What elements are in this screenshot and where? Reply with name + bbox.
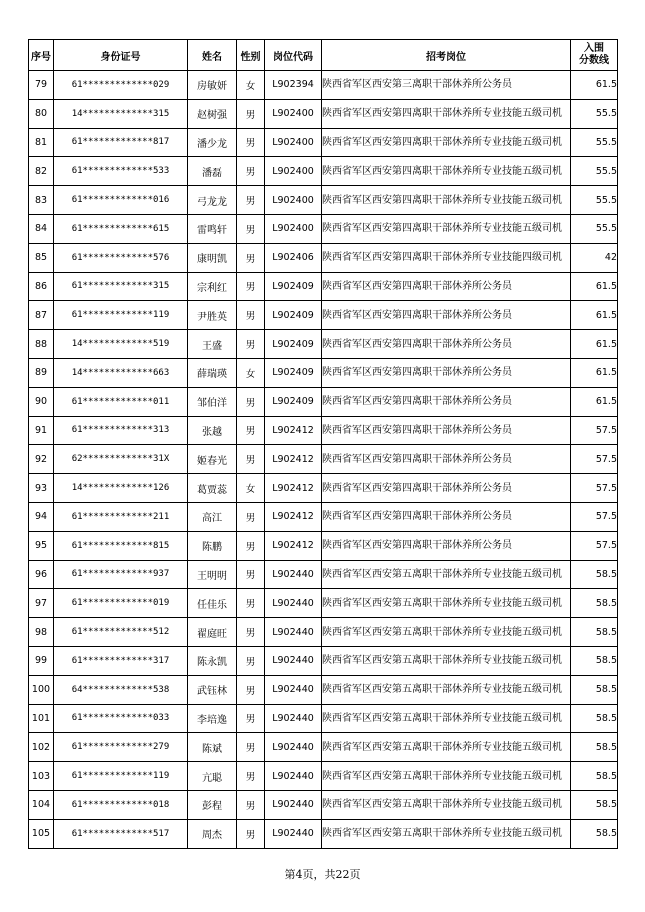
cell-name: 高江 <box>188 502 237 531</box>
cell-score-line: 58.5 <box>571 589 618 618</box>
cell-seq: 100 <box>29 675 54 704</box>
cell-id-number: 14*************663 <box>54 358 188 387</box>
cell-name: 任佳乐 <box>188 589 237 618</box>
cell-position-code: L902409 <box>265 272 322 301</box>
cell-gender: 女 <box>237 71 265 100</box>
cell-seq: 96 <box>29 560 54 589</box>
table-header-row <box>29 40 618 71</box>
cell-id-number: 64*************538 <box>54 675 188 704</box>
cell-position-code: L902409 <box>265 358 322 387</box>
cell-gender: 男 <box>237 819 265 848</box>
cell-id-number: 61*************576 <box>54 243 188 272</box>
cell-position: 陕西省军区西安第四离职干部休养所专业技能五级司机 <box>322 99 571 128</box>
cell-gender: 男 <box>237 560 265 589</box>
cell-position-code: L902412 <box>265 416 322 445</box>
cell-score-line: 61.5 <box>571 71 618 100</box>
cell-score-line: 55.5 <box>571 157 618 186</box>
header-id-number: 身份证号 <box>54 40 188 71</box>
cell-seq: 105 <box>29 819 54 848</box>
cell-gender: 男 <box>237 416 265 445</box>
cell-score-line: 58.5 <box>571 819 618 848</box>
cell-score-line: 61.5 <box>571 330 618 359</box>
cell-position: 陕西省军区西安第五离职干部休养所专业技能五级司机 <box>322 618 571 647</box>
table-row <box>29 301 618 330</box>
cell-gender: 男 <box>237 157 265 186</box>
table-row <box>29 416 618 445</box>
cell-id-number: 61*************937 <box>54 560 188 589</box>
table-row <box>29 531 618 560</box>
cell-name: 潘磊 <box>188 157 237 186</box>
cell-position: 陕西省军区西安第四离职干部休养所专业技能五级司机 <box>322 157 571 186</box>
cell-score-line: 57.5 <box>571 531 618 560</box>
cell-position: 陕西省军区西安第五离职干部休养所专业技能五级司机 <box>322 589 571 618</box>
cell-id-number: 62*************31X <box>54 445 188 474</box>
cell-score-line: 61.5 <box>571 387 618 416</box>
cell-seq: 79 <box>29 71 54 100</box>
cell-name: 葛贾蕊 <box>188 474 237 503</box>
cell-seq: 83 <box>29 186 54 215</box>
cell-id-number: 61*************817 <box>54 128 188 157</box>
cell-score-line: 58.5 <box>571 618 618 647</box>
cell-name: 康明凯 <box>188 243 237 272</box>
cell-seq: 91 <box>29 416 54 445</box>
cell-position-code: L902400 <box>265 186 322 215</box>
cell-position: 陕西省军区西安第四离职干部休养所公务员 <box>322 445 571 474</box>
cell-score-line: 55.5 <box>571 186 618 215</box>
cell-position: 陕西省军区西安第五离职干部休养所专业技能五级司机 <box>322 762 571 791</box>
cell-position-code: L902412 <box>265 445 322 474</box>
cell-id-number: 61*************019 <box>54 589 188 618</box>
cell-seq: 99 <box>29 646 54 675</box>
cell-seq: 97 <box>29 589 54 618</box>
cell-position: 陕西省军区西安第五离职干部休养所专业技能五级司机 <box>322 675 571 704</box>
cell-gender: 男 <box>237 733 265 762</box>
cell-position: 陕西省军区西安第四离职干部休养所公务员 <box>322 531 571 560</box>
cell-position: 陕西省军区西安第四离职干部休养所公务员 <box>322 272 571 301</box>
cell-gender: 男 <box>237 589 265 618</box>
cell-position-code: L902440 <box>265 790 322 819</box>
cell-id-number: 61*************313 <box>54 416 188 445</box>
cell-position-code: L902440 <box>265 560 322 589</box>
cell-id-number: 61*************315 <box>54 272 188 301</box>
header-score-line-1: 入围 <box>584 43 604 54</box>
cell-seq: 84 <box>29 214 54 243</box>
cell-position-code: L902409 <box>265 330 322 359</box>
cell-gender: 男 <box>237 99 265 128</box>
table-row <box>29 704 618 733</box>
cell-seq: 86 <box>29 272 54 301</box>
cell-name: 王明明 <box>188 560 237 589</box>
cell-position-code: L902409 <box>265 387 322 416</box>
cell-seq: 90 <box>29 387 54 416</box>
cell-position: 陕西省军区西安第四离职干部休养所专业技能五级司机 <box>322 186 571 215</box>
cell-position-code: L902440 <box>265 675 322 704</box>
header-gender: 性别 <box>237 40 265 71</box>
cell-seq: 102 <box>29 733 54 762</box>
cell-score-line: 61.5 <box>571 272 618 301</box>
cell-seq: 88 <box>29 330 54 359</box>
cell-id-number: 61*************815 <box>54 531 188 560</box>
table-row <box>29 733 618 762</box>
cell-id-number: 61*************016 <box>54 186 188 215</box>
cell-position: 陕西省军区西安第五离职干部休养所专业技能五级司机 <box>322 790 571 819</box>
cell-name: 房敏妍 <box>188 71 237 100</box>
cell-score-line: 57.5 <box>571 474 618 503</box>
cell-id-number: 61*************211 <box>54 502 188 531</box>
cell-name: 姬春光 <box>188 445 237 474</box>
cell-gender: 女 <box>237 474 265 503</box>
cell-name: 陈永凯 <box>188 646 237 675</box>
cell-id-number: 14*************126 <box>54 474 188 503</box>
cell-position: 陕西省军区西安第四离职干部休养所公务员 <box>322 301 571 330</box>
cell-position-code: L902400 <box>265 157 322 186</box>
cell-name: 武钰林 <box>188 675 237 704</box>
cell-id-number: 61*************517 <box>54 819 188 848</box>
cell-gender: 男 <box>237 214 265 243</box>
cell-id-number: 61*************615 <box>54 214 188 243</box>
cell-id-number: 61*************317 <box>54 646 188 675</box>
cell-seq: 101 <box>29 704 54 733</box>
page-footer: 第4页，共22页 <box>284 868 361 881</box>
cell-name: 潘少龙 <box>188 128 237 157</box>
cell-gender: 男 <box>237 502 265 531</box>
cell-gender: 男 <box>237 128 265 157</box>
cell-name: 赵树强 <box>188 99 237 128</box>
header-score-line <box>571 40 618 71</box>
cell-score-line: 57.5 <box>571 445 618 474</box>
cell-score-line: 55.5 <box>571 128 618 157</box>
cell-seq: 92 <box>29 445 54 474</box>
table-row <box>29 502 618 531</box>
table-row <box>29 560 618 589</box>
cell-id-number: 61*************119 <box>54 301 188 330</box>
cell-gender: 男 <box>237 330 265 359</box>
cell-position: 陕西省军区西安第四离职干部休养所专业技能四级司机 <box>322 243 571 272</box>
cell-seq: 87 <box>29 301 54 330</box>
header-position-code: 岗位代码 <box>265 40 322 71</box>
header-position: 招考岗位 <box>322 40 571 71</box>
table-row <box>29 589 618 618</box>
cell-score-line: 55.5 <box>571 99 618 128</box>
cell-seq: 82 <box>29 157 54 186</box>
header-name: 姓名 <box>188 40 237 71</box>
cell-position: 陕西省军区西安第五离职干部休养所专业技能五级司机 <box>322 704 571 733</box>
cell-seq: 93 <box>29 474 54 503</box>
cell-gender: 男 <box>237 272 265 301</box>
cell-seq: 98 <box>29 618 54 647</box>
cell-position-code: L902406 <box>265 243 322 272</box>
table-row <box>29 762 618 791</box>
candidate-table <box>28 39 618 849</box>
cell-name: 亢聪 <box>188 762 237 791</box>
cell-position-code: L902440 <box>265 618 322 647</box>
cell-position-code: L902412 <box>265 502 322 531</box>
table-row <box>29 214 618 243</box>
cell-score-line: 58.5 <box>571 790 618 819</box>
cell-gender: 男 <box>237 646 265 675</box>
cell-name: 雷鸣轩 <box>188 214 237 243</box>
table-row <box>29 128 618 157</box>
cell-score-line: 58.5 <box>571 675 618 704</box>
cell-id-number: 61*************029 <box>54 71 188 100</box>
cell-name: 弓龙龙 <box>188 186 237 215</box>
table-row <box>29 618 618 647</box>
cell-position: 陕西省军区西安第四离职干部休养所公务员 <box>322 330 571 359</box>
table-row <box>29 387 618 416</box>
cell-score-line: 58.5 <box>571 646 618 675</box>
cell-name: 王盛 <box>188 330 237 359</box>
cell-score-line: 58.5 <box>571 733 618 762</box>
cell-id-number: 61*************512 <box>54 618 188 647</box>
table-row <box>29 243 618 272</box>
cell-position: 陕西省军区西安第五离职干部休养所专业技能五级司机 <box>322 733 571 762</box>
table-row <box>29 358 618 387</box>
cell-score-line: 57.5 <box>571 502 618 531</box>
cell-position-code: L902394 <box>265 71 322 100</box>
cell-position-code: L902440 <box>265 589 322 618</box>
cell-name: 陈斌 <box>188 733 237 762</box>
cell-id-number: 14*************519 <box>54 330 188 359</box>
table-row <box>29 330 618 359</box>
cell-position: 陕西省军区西安第五离职干部休养所专业技能五级司机 <box>322 646 571 675</box>
table-row <box>29 157 618 186</box>
cell-name: 周杰 <box>188 819 237 848</box>
cell-score-line: 58.5 <box>571 560 618 589</box>
table-row <box>29 646 618 675</box>
cell-position-code: L902400 <box>265 214 322 243</box>
cell-gender: 男 <box>237 704 265 733</box>
cell-seq: 80 <box>29 99 54 128</box>
cell-score-line: 55.5 <box>571 214 618 243</box>
table-row <box>29 790 618 819</box>
cell-score-line: 42 <box>571 243 618 272</box>
cell-name: 陈鹏 <box>188 531 237 560</box>
cell-position: 陕西省军区西安第四离职干部休养所专业技能五级司机 <box>322 214 571 243</box>
table-body <box>29 71 618 849</box>
cell-id-number: 61*************018 <box>54 790 188 819</box>
cell-position: 陕西省军区西安第五离职干部休养所专业技能五级司机 <box>322 560 571 589</box>
cell-id-number: 61*************533 <box>54 157 188 186</box>
cell-position-code: L902400 <box>265 99 322 128</box>
cell-gender: 男 <box>237 445 265 474</box>
cell-gender: 男 <box>237 243 265 272</box>
table-row <box>29 186 618 215</box>
cell-gender: 女 <box>237 358 265 387</box>
cell-score-line: 58.5 <box>571 704 618 733</box>
cell-score-line: 61.5 <box>571 358 618 387</box>
header-score-line-2: 分数线 <box>579 55 609 66</box>
cell-name: 张越 <box>188 416 237 445</box>
cell-position-code: L902440 <box>265 733 322 762</box>
cell-gender: 男 <box>237 531 265 560</box>
cell-name: 邹伯洋 <box>188 387 237 416</box>
cell-gender: 男 <box>237 675 265 704</box>
cell-seq: 85 <box>29 243 54 272</box>
cell-position-code: L902440 <box>265 819 322 848</box>
cell-id-number: 14*************315 <box>54 99 188 128</box>
cell-gender: 男 <box>237 790 265 819</box>
cell-position: 陕西省军区西安第三离职干部休养所公务员 <box>322 71 571 100</box>
table-row <box>29 99 618 128</box>
cell-gender: 男 <box>237 762 265 791</box>
cell-position-code: L902412 <box>265 531 322 560</box>
header-seq: 序号 <box>29 40 54 71</box>
table-row <box>29 71 618 100</box>
cell-position-code: L902400 <box>265 128 322 157</box>
cell-position: 陕西省军区西安第四离职干部休养所公务员 <box>322 387 571 416</box>
cell-id-number: 61*************033 <box>54 704 188 733</box>
cell-gender: 男 <box>237 618 265 647</box>
cell-name: 薛瑞瑛 <box>188 358 237 387</box>
cell-position-code: L902409 <box>265 301 322 330</box>
cell-position-code: L902440 <box>265 762 322 791</box>
cell-seq: 103 <box>29 762 54 791</box>
cell-seq: 89 <box>29 358 54 387</box>
cell-seq: 81 <box>29 128 54 157</box>
cell-position: 陕西省军区西安第四离职干部休养所专业技能五级司机 <box>322 128 571 157</box>
cell-id-number: 61*************011 <box>54 387 188 416</box>
cell-id-number: 61*************279 <box>54 733 188 762</box>
table-row <box>29 819 618 848</box>
cell-gender: 男 <box>237 186 265 215</box>
cell-score-line: 57.5 <box>571 416 618 445</box>
cell-name: 彭程 <box>188 790 237 819</box>
table-row <box>29 445 618 474</box>
cell-position: 陕西省军区西安第四离职干部休养所公务员 <box>322 502 571 531</box>
cell-name: 宗利红 <box>188 272 237 301</box>
cell-position-code: L902440 <box>265 646 322 675</box>
cell-position-code: L902412 <box>265 474 322 503</box>
cell-position: 陕西省军区西安第五离职干部休养所专业技能五级司机 <box>322 819 571 848</box>
cell-name: 尹胜英 <box>188 301 237 330</box>
cell-position-code: L902440 <box>265 704 322 733</box>
cell-position: 陕西省军区西安第四离职干部休养所公务员 <box>322 416 571 445</box>
table-row <box>29 474 618 503</box>
table-row <box>29 675 618 704</box>
table-row <box>29 272 618 301</box>
cell-score-line: 61.5 <box>571 301 618 330</box>
cell-score-line: 58.5 <box>571 762 618 791</box>
cell-seq: 94 <box>29 502 54 531</box>
cell-seq: 104 <box>29 790 54 819</box>
cell-name: 翟庭旺 <box>188 618 237 647</box>
cell-position: 陕西省军区西安第四离职干部休养所公务员 <box>322 474 571 503</box>
cell-gender: 男 <box>237 387 265 416</box>
cell-seq: 95 <box>29 531 54 560</box>
cell-gender: 男 <box>237 301 265 330</box>
cell-position: 陕西省军区西安第四离职干部休养所公务员 <box>322 358 571 387</box>
cell-name: 李培逸 <box>188 704 237 733</box>
cell-id-number: 61*************119 <box>54 762 188 791</box>
